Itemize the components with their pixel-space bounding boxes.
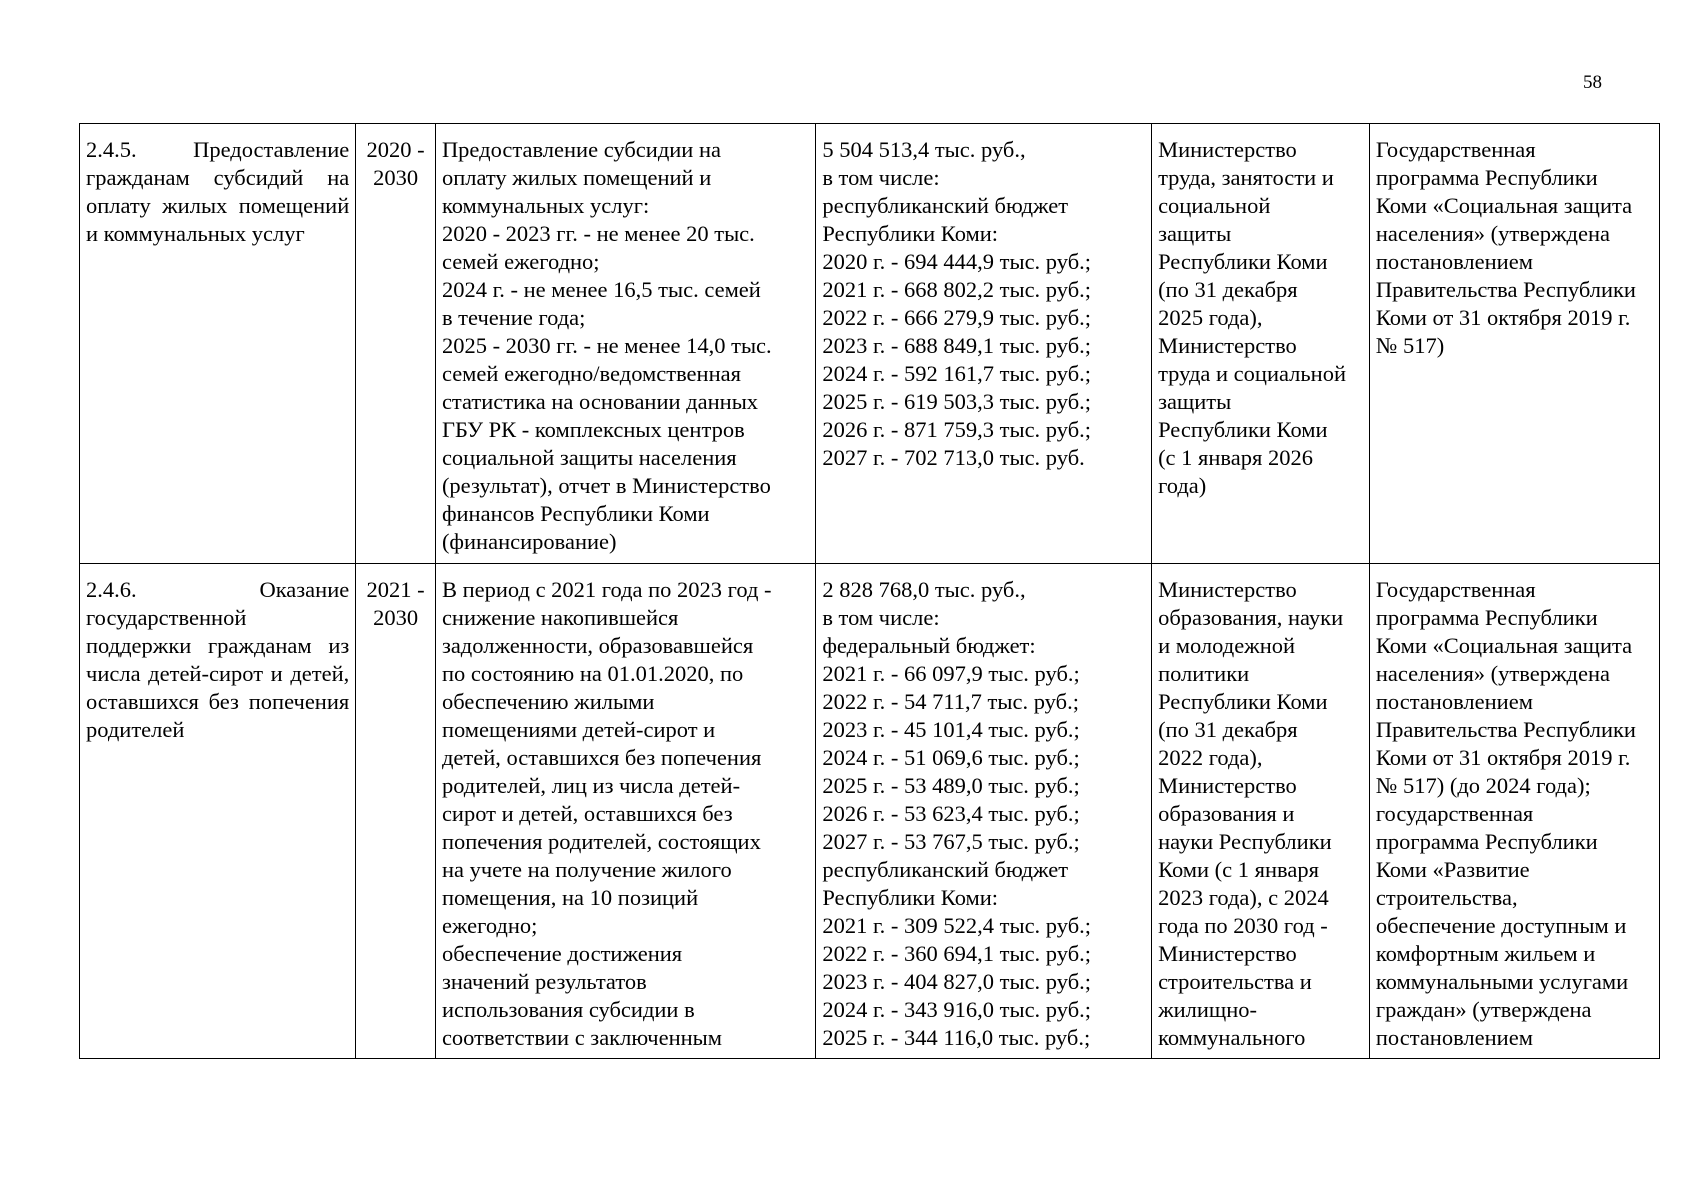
text-line: образования и xyxy=(1158,801,1295,826)
text-line: 2021 г. - 66 097,9 тыс. руб.; xyxy=(822,661,1080,686)
text-line: ГБУ РК - комплексных центров xyxy=(441,417,745,442)
text-line: обеспечение достижения xyxy=(441,941,683,966)
activity-name-cell xyxy=(80,564,356,1059)
text-line: населения» (утверждена xyxy=(1375,661,1610,686)
text-line: 2023 года), с 2024 xyxy=(1158,885,1329,910)
text-line: 2027 г. - 53 767,5 тыс. руб.; xyxy=(822,829,1080,854)
executor-cell xyxy=(1152,124,1370,564)
text-line: государственная xyxy=(1375,801,1534,826)
program-cell xyxy=(1369,124,1659,564)
text-line: Правительства Республики xyxy=(1375,717,1636,742)
text-line: в том числе: xyxy=(822,165,940,190)
text-line: строительства, xyxy=(1375,885,1518,910)
text-line: 2026 г. - 871 759,3 тыс. руб.; xyxy=(822,417,1092,442)
text-line: 5 504 513,4 тыс. руб., xyxy=(822,137,1026,162)
text-line: 2023 г. - 688 849,1 тыс. руб.; xyxy=(822,333,1092,358)
table-row xyxy=(80,124,1660,564)
text-line: в том числе: xyxy=(822,605,940,630)
text-line: В период с 2021 года по 2023 год - xyxy=(441,577,772,602)
text-line: 2025 г. - 619 503,3 тыс. руб.; xyxy=(822,389,1092,414)
text-line: (с 1 января 2026 xyxy=(1158,445,1313,470)
text-line: (результат), отчет в Министерство xyxy=(441,473,771,498)
text-line: Коми от 31 октября 2019 г. xyxy=(1375,305,1631,330)
text-line: оплату жилых помещений и xyxy=(441,165,712,190)
result-cell xyxy=(435,124,815,564)
text-line: Коми (с 1 января xyxy=(1158,857,1319,882)
period-start: 2020 - xyxy=(366,137,425,162)
text-line: Республики Коми: xyxy=(822,221,999,246)
period-start: 2021 - xyxy=(366,577,425,602)
period-end: 2030 xyxy=(373,605,419,630)
text-line: 2020 - 2023 гг. - не менее 20 тыс. xyxy=(441,221,755,246)
text-line: № 517) xyxy=(1375,333,1445,358)
text-line: Коми «Социальная защита xyxy=(1375,633,1633,658)
text-line: 2022 г. - 666 279,9 тыс. руб.; xyxy=(822,305,1092,330)
page-number: 58 xyxy=(1583,72,1602,93)
executor-cell xyxy=(1152,564,1370,1059)
text-line: Предоставление субсидии на xyxy=(441,137,722,162)
text-line: финансов Республики Коми xyxy=(441,501,710,526)
text-line: соответствии с заключенным xyxy=(441,1025,723,1050)
text-line: помещениями детей-сирот и xyxy=(441,717,716,742)
program-activities-table xyxy=(79,123,1660,1059)
text-line: помещения, на 10 позиций xyxy=(441,885,699,910)
text-line: года по 2030 год - xyxy=(1158,913,1328,938)
funding-cell xyxy=(816,124,1152,564)
text-line: и молодежной xyxy=(1158,633,1296,658)
text-line: 2024 г. - 592 161,7 тыс. руб.; xyxy=(822,361,1092,386)
text-line: программа Республики xyxy=(1375,605,1598,630)
text-line: семей ежегодно; xyxy=(441,249,600,274)
activity-name: 2.4.6. Оказание государственной поддержки гражданам из числа детей-сирот и детей, оставшихся без попечения родителей xyxy=(86,577,350,742)
period-cell xyxy=(356,564,436,1059)
text-line: населения» (утверждена xyxy=(1375,221,1610,246)
text-line: Республики Коми: xyxy=(822,885,999,910)
text-line: использования субсидии в xyxy=(441,997,695,1022)
text-line: труда и социальной xyxy=(1158,361,1347,386)
text-line: постановлением xyxy=(1375,249,1533,274)
text-line: Министерство xyxy=(1158,773,1297,798)
text-line: (финансирование) xyxy=(441,529,617,554)
text-line: комфортным жильем и xyxy=(1375,941,1596,966)
text-line: 2026 г. - 53 623,4 тыс. руб.; xyxy=(822,801,1080,826)
text-line: Государственная xyxy=(1375,137,1536,162)
text-line: 2022 г. - 360 694,1 тыс. руб.; xyxy=(822,941,1092,966)
period-end: 2030 xyxy=(373,165,419,190)
text-line: 2022 года), xyxy=(1158,745,1263,770)
text-line: 2024 г. - 343 916,0 тыс. руб.; xyxy=(822,997,1092,1022)
executor-text xyxy=(1158,576,1363,1052)
text-line: Государственная xyxy=(1375,577,1536,602)
period xyxy=(362,576,429,632)
text-line: коммунального xyxy=(1158,1025,1306,1050)
text-line: строительства и xyxy=(1158,969,1312,994)
result-cell xyxy=(435,564,815,1059)
text-line: науки Республики xyxy=(1158,829,1332,854)
text-line: республиканский бюджет xyxy=(822,857,1069,882)
result-text xyxy=(442,136,809,556)
text-line: № 517) (до 2024 года); xyxy=(1375,773,1591,798)
text-line: Правительства Республики xyxy=(1375,277,1636,302)
text-line: в течение года; xyxy=(441,305,586,330)
text-line: задолженности, образовавшейся xyxy=(441,633,754,658)
text-line: 2020 г. - 694 444,9 тыс. руб.; xyxy=(822,249,1092,274)
text-line: 2025 г. - 344 116,0 тыс. руб.; xyxy=(822,1025,1091,1050)
text-line: детей, оставшихся без попечения xyxy=(441,745,762,770)
text-line: 2024 г. - не менее 16,5 тыс. семей xyxy=(441,277,761,302)
text-line: защиты xyxy=(1158,389,1232,414)
text-line: значений результатов xyxy=(441,969,647,994)
text-line: Республики Коми xyxy=(1158,249,1328,274)
text-line: социальной xyxy=(1158,193,1271,218)
table-row xyxy=(80,564,1660,1059)
text-line: года) xyxy=(1158,473,1207,498)
text-line: граждан» (утверждена xyxy=(1375,997,1592,1022)
program-text xyxy=(1376,136,1653,360)
text-line: жилищно- xyxy=(1158,997,1258,1022)
text-line: Министерство xyxy=(1158,333,1297,358)
text-line: Министерство xyxy=(1158,577,1297,602)
text-line: труда, занятости и xyxy=(1158,165,1334,190)
text-line: Коми «Социальная защита xyxy=(1375,193,1633,218)
text-line: по состоянию на 01.01.2020, по xyxy=(441,661,744,686)
text-line: 2023 г. - 404 827,0 тыс. руб.; xyxy=(822,969,1092,994)
text-line: Министерство xyxy=(1158,941,1297,966)
program-cell xyxy=(1369,564,1659,1059)
activity-name-cell xyxy=(80,124,356,564)
funding-cell xyxy=(816,564,1152,1059)
text-line: постановлением xyxy=(1375,689,1533,714)
text-line: социальной защиты населения xyxy=(441,445,737,470)
text-line: программа Республики xyxy=(1375,829,1598,854)
text-line: коммунальных услуг: xyxy=(441,193,650,218)
text-line: сирот и детей, оставшихся без xyxy=(441,801,733,826)
program-text xyxy=(1376,576,1653,1052)
text-line: Коми от 31 октября 2019 г. xyxy=(1375,745,1631,770)
text-line: Коми «Развитие xyxy=(1375,857,1530,882)
text-line: снижение накопившейся xyxy=(441,605,679,630)
text-line: политики xyxy=(1158,661,1250,686)
text-line: Республики Коми xyxy=(1158,417,1328,442)
text-line: 2 828 768,0 тыс. руб., xyxy=(822,577,1026,602)
text-line: ежегодно; xyxy=(441,913,538,938)
funding-text xyxy=(822,136,1145,472)
text-line: 2027 г. - 702 713,0 тыс. руб. xyxy=(822,445,1085,470)
period xyxy=(362,136,429,192)
text-line: республиканский бюджет xyxy=(822,193,1069,218)
text-line: 2025 г. - 53 489,0 тыс. руб.; xyxy=(822,773,1080,798)
text-line: попечения родителей, состоящих xyxy=(441,829,761,854)
text-line: родителей, лиц из числа детей- xyxy=(441,773,741,798)
result-text xyxy=(442,576,809,1052)
text-line: федеральный бюджет: xyxy=(822,633,1036,658)
text-line: обеспечение доступным и xyxy=(1375,913,1627,938)
text-line: (по 31 декабря xyxy=(1158,277,1298,302)
period-cell xyxy=(356,124,436,564)
text-line: коммунальными услугами xyxy=(1375,969,1629,994)
text-line: 2025 - 2030 гг. - не менее 14,0 тыс. xyxy=(441,333,772,358)
text-line: (по 31 декабря xyxy=(1158,717,1298,742)
text-line: 2021 г. - 309 522,4 тыс. руб.; xyxy=(822,913,1092,938)
text-line: Министерство xyxy=(1158,137,1297,162)
text-line: постановлением xyxy=(1375,1025,1533,1050)
funding-text xyxy=(822,576,1145,1052)
text-line: 2021 г. - 668 802,2 тыс. руб.; xyxy=(822,277,1092,302)
text-line: 2022 г. - 54 711,7 тыс. руб.; xyxy=(822,689,1079,714)
text-line: образования, науки xyxy=(1158,605,1344,630)
text-line: 2023 г. - 45 101,4 тыс. руб.; xyxy=(822,717,1080,742)
text-line: 2025 года), xyxy=(1158,305,1263,330)
text-line: статистика на основании данных xyxy=(441,389,759,414)
text-line: программа Республики xyxy=(1375,165,1598,190)
activity-name: 2.4.5. Предоставление гражданам субсидий на оплату жилых помещений и коммунальных услуг xyxy=(86,137,350,246)
text-line: защиты xyxy=(1158,221,1232,246)
text-line: обеспечению жилыми xyxy=(441,689,655,714)
executor-text xyxy=(1158,136,1363,500)
text-line: на учете на получение жилого xyxy=(441,857,732,882)
text-line: Республики Коми xyxy=(1158,689,1328,714)
text-line: 2024 г. - 51 069,6 тыс. руб.; xyxy=(822,745,1080,770)
text-line: семей ежегодно/ведомственная xyxy=(441,361,741,386)
